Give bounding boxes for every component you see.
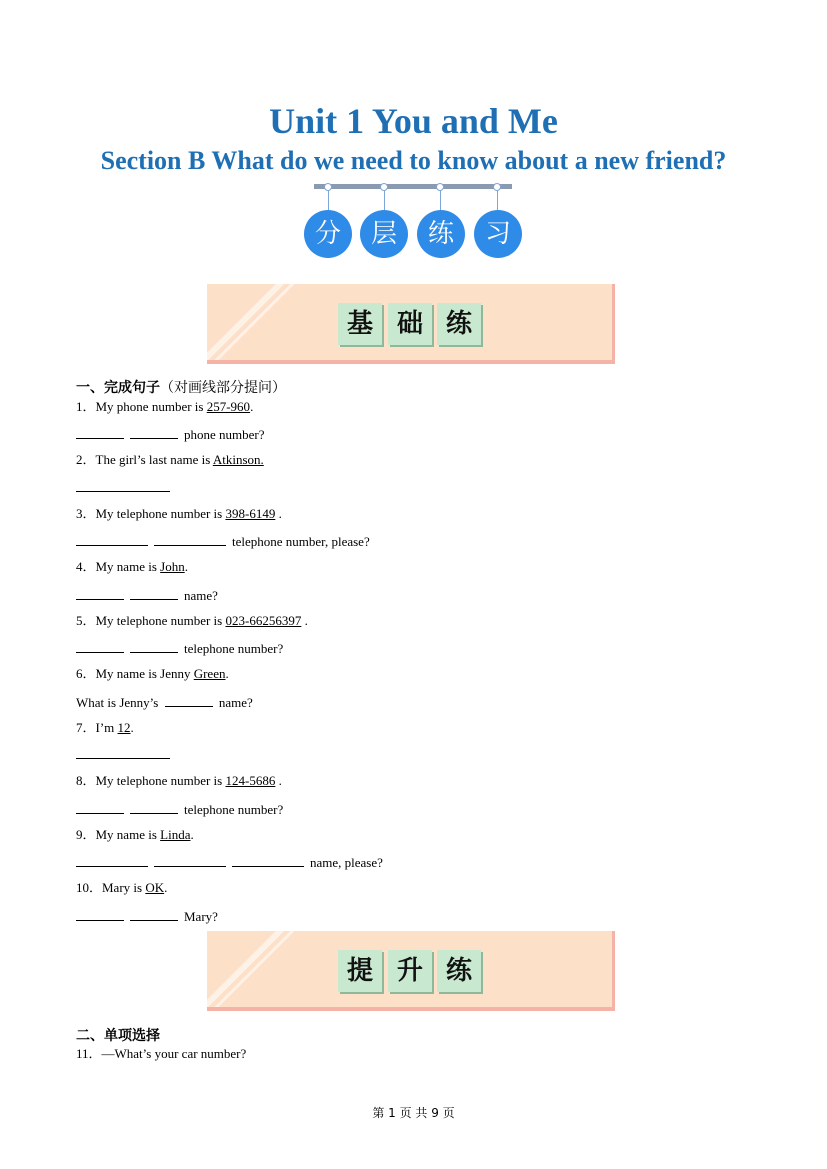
section-heading: 二、单项选择	[76, 1028, 160, 1044]
layered-practice-ribbon	[0, 180, 827, 270]
answer-blank[interactable]	[76, 479, 170, 492]
page-footer: 第 1 页 共 9 页	[372, 1106, 455, 1120]
banner-char: 础	[388, 303, 432, 345]
answer-blank[interactable]	[76, 640, 124, 653]
ribbon-char: 习	[474, 210, 522, 258]
ribbon-dot	[493, 183, 501, 191]
question-3: 3．My telephone number is 398-6149 .	[76, 506, 282, 521]
question-5: 5．My telephone number is 023-66256397 .	[76, 613, 308, 628]
ribbon-line	[328, 189, 329, 210]
page-title: Unit 1 You and Me	[269, 101, 558, 141]
answer-blank[interactable]	[154, 533, 226, 546]
question-9: 9．My name is Linda.	[76, 827, 194, 842]
banner-char: 练	[437, 950, 481, 992]
answer-5: telephone number?	[76, 640, 283, 657]
question-7: 7．I’m 12.	[76, 720, 134, 735]
ribbon-dot	[436, 183, 444, 191]
ribbon-char: 练	[417, 210, 465, 258]
answer-blank[interactable]	[76, 746, 170, 759]
question-4: 4．My name is John.	[76, 559, 188, 574]
advanced-practice-banner	[207, 931, 615, 1011]
ribbon-char: 分	[304, 210, 352, 258]
answer-blank[interactable]	[76, 854, 148, 867]
answer-blank[interactable]	[76, 801, 124, 814]
question-10: 10．Mary is OK.	[76, 880, 168, 895]
page-subtitle: Section B What do we need to know about a new friend?	[100, 146, 727, 175]
question-8: 8．My telephone number is 124-5686 .	[76, 773, 282, 788]
banner-char: 升	[388, 950, 432, 992]
answer-3: telephone number, please?	[76, 533, 370, 550]
banner-char: 基	[338, 303, 382, 345]
ribbon-line	[384, 189, 385, 210]
answer-6: What is Jenny’s name?	[76, 695, 253, 710]
question-2: 2．The girl’s last name is Atkinson.	[76, 452, 264, 467]
answer-blank[interactable]	[76, 587, 124, 600]
answer-blank[interactable]	[130, 908, 178, 921]
ribbon-line	[497, 189, 498, 210]
answer-7	[76, 746, 176, 763]
question-1: 1．My phone number is 257-960.	[76, 399, 254, 414]
question-6: 6．My name is Jenny Green.	[76, 666, 229, 681]
answer-blank[interactable]	[232, 854, 304, 867]
ribbon-line	[440, 189, 441, 210]
section-heading: 一、完成句子（对画线部分提问）	[76, 380, 286, 396]
answer-blank[interactable]	[76, 908, 124, 921]
answer-blank[interactable]	[76, 426, 124, 439]
answer-9: name, please?	[76, 854, 383, 871]
answer-8: telephone number?	[76, 801, 283, 818]
answer-4: name?	[76, 587, 218, 604]
answer-blank[interactable]	[165, 694, 213, 707]
basic-practice-banner	[207, 284, 615, 364]
answer-10: Mary?	[76, 908, 218, 925]
answer-blank[interactable]	[130, 640, 178, 653]
banner-char: 提	[338, 950, 382, 992]
ribbon-char: 层	[360, 210, 408, 258]
answer-blank[interactable]	[76, 533, 148, 546]
banner-char: 练	[437, 303, 481, 345]
answer-blank[interactable]	[130, 587, 178, 600]
answer-blank[interactable]	[130, 801, 178, 814]
ribbon-dot	[324, 183, 332, 191]
ribbon-bar	[314, 184, 512, 189]
answer-2	[76, 479, 176, 496]
ribbon-dot	[380, 183, 388, 191]
answer-blank[interactable]	[130, 426, 178, 439]
question-11: 11．—What’s your car number?	[76, 1046, 247, 1061]
answer-1: phone number?	[76, 426, 265, 443]
answer-blank[interactable]	[154, 854, 226, 867]
